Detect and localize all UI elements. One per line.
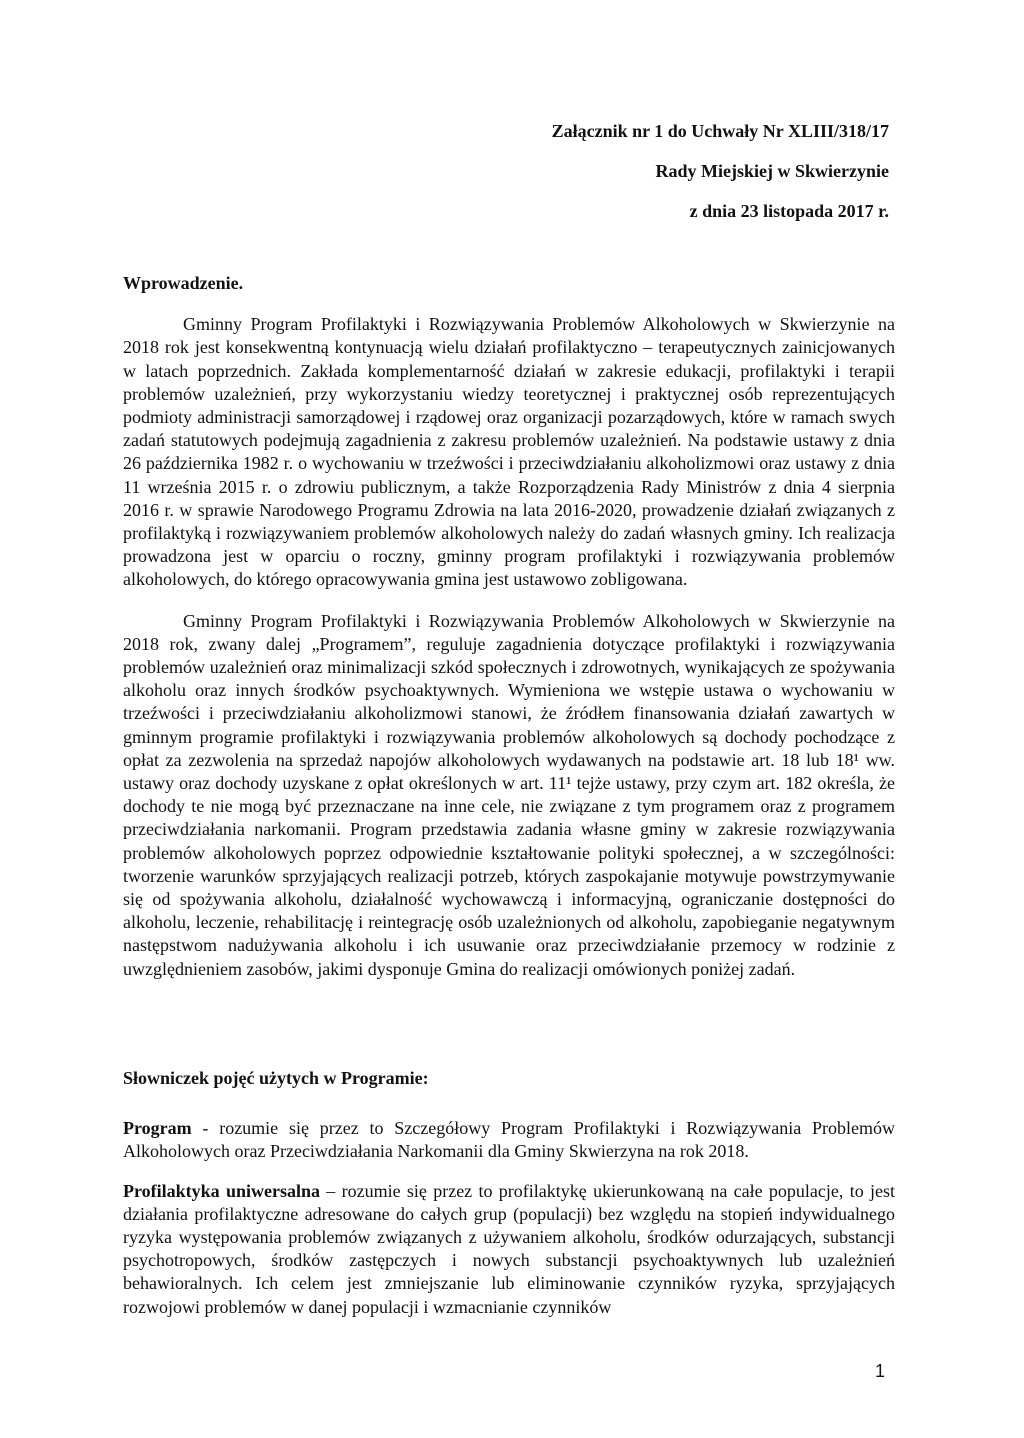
resolution-header <box>552 122 889 242</box>
glossary-term: Program <box>123 1118 192 1139</box>
introduction-paragraph-2: Gminny Program Profilaktyki i Rozwiązywania Problemów Alkoholowych w Skwierzynie na 2018 rok, zwany dalej „Programem”, reguluje zagadnienia dotyczące profilaktyki i rozwiązywania problemów uzależnień oraz minimalizacji szkód społecznych i zdrowotnych, wynikających ze spożywania alkoholu oraz innych środków psychoaktywnych. Wymieniona we wstępie ustawa o wychowaniu w trzeźwości i przeciwdziałaniu alkoholizmowi stanowi, że źródłem finansowania działań zawartych w gminnym programie profilaktyki i rozwiązywania problemów alkoholowych są dochody pochodzące z opłat za zezwolenia na sprzedaż napojów alkoholowych wydawanych na podstawie art. 18 lub 18¹ ww. ustawy oraz dochody uzyskane z opłat określonych w art. 11¹ tejże ustawy, przy czym art. 182 określa, że dochody te nie mogą być przeznaczane na inne cele, nie związane z tym programem oraz z programem przeciwdziałania narkomanii. Program przedstawia zadania własne gminy w zakresie rozwiązywania problemów alkoholowych poprzez odpowiednie kształtowanie polityki społecznej, a w szczególności: tworzenie warunków sprzyjających realizacji potrzeb, których zaspokajanie motywuje powstrzymywanie się od spożywania alkoholu, działalność wychowawczą i informacyjną, ograniczanie dostępności do alkoholu, leczenie, rehabilitację i reintegrację osób uzależnionych od alkoholu, zapobieganie negatywnym następstwom nadużywania alkoholu i ich usuwanie oraz przeciwdziałanie przemocy w rodzinie z uwzględnieniem zasobów, jakimi dysponuje Gmina do realizacji omówionych poniżej zadań. <box>123 610 895 979</box>
introduction-heading: Wprowadzenie. <box>123 273 244 293</box>
glossary-term: Profilaktyka uniwersalna <box>123 1180 320 1201</box>
glossary-definition: - rozumie się przez to Szczegółowy Program Profilaktyki i Rozwiązywania Problemów Alkoholowych oraz Przeciwdziałania Narkomanii dla Gminy Skwierzyna na rok 2018. <box>123 1118 895 1162</box>
header-date-line: z dnia 23 listopada 2017 r. <box>689 201 889 221</box>
header-attachment-line: Załącznik nr 1 do Uchwały Nr XLIII/318/17 <box>551 121 889 141</box>
introduction-paragraph-1: Gminny Program Profilaktyki i Rozwiązywania Problemów Alkoholowych w Skwierzynie na 2018 rok jest konsekwentną kontynuacją wielu działań profilaktyczno – terapeutycznych zainicjowanych w latach poprzednich. Zakłada komplementarność działań w zakresie edukacji, profilaktyki i terapii problemów uzależnień, przy wykorzystaniu wiedzy teoretycznej i praktycznej osób reprezentujących podmioty administracji samorządowej i rządowej oraz organizacji pozarządowych, które w ramach swych zadań statutowych podejmują zagadnienia z zakresu problemów uzależnień. Na podstawie ustawy z dnia 26 października 1982 r. o wychowaniu w trzeźwości i przeciwdziałaniu alkoholizmowi oraz ustawy z dnia 11 września 2015 r. o zdrowiu publicznym, a także Rozporządzenia Rady Ministrów z dnia 4 sierpnia 2016 r. w sprawie Narodowego Programu Zdrowia na lata 2016-2020, prowadzenie działań związanych z profilaktyką i rozwiązywaniem problemów alkoholowych należy do zadań własnych gminy. Ich realizacja prowadzona jest w oparciu o roczny, gminny program profilaktyki i rozwiązywania problemów alkoholowych, do którego opracowywania gmina jest ustawowo zobligowana. <box>123 314 895 590</box>
glossary-item-program <box>123 1117 895 1163</box>
glossary-definition: – rozumie się przez to profilaktykę ukierunkowaną na całe populacje, to jest działania profilaktyczne adresowane do całych grup (populacji) bez względu na stopień indywidualnego ryzyka występowania problemów związanych z używaniem alkoholu, środków odurzających, substancji psychotropowych, środków zastępczych i nowych substancji psychoaktywnych lub uzależnień behawioralnych. Ich celem jest zmniejszanie lub eliminowanie czynników ryzyka, sprzyjających rozwojowi problemów w danej populacji i wzmacnianie czynników <box>123 1180 895 1317</box>
header-council-line: Rady Miejskiej w Skwierzynie <box>655 161 889 181</box>
document-body <box>123 272 895 1319</box>
page-number: 1 <box>875 1361 886 1381</box>
glossary-heading: Słowniczek pojęć użytych w Programie: <box>123 1067 429 1088</box>
glossary-item-universal-prevention <box>123 1180 895 1319</box>
